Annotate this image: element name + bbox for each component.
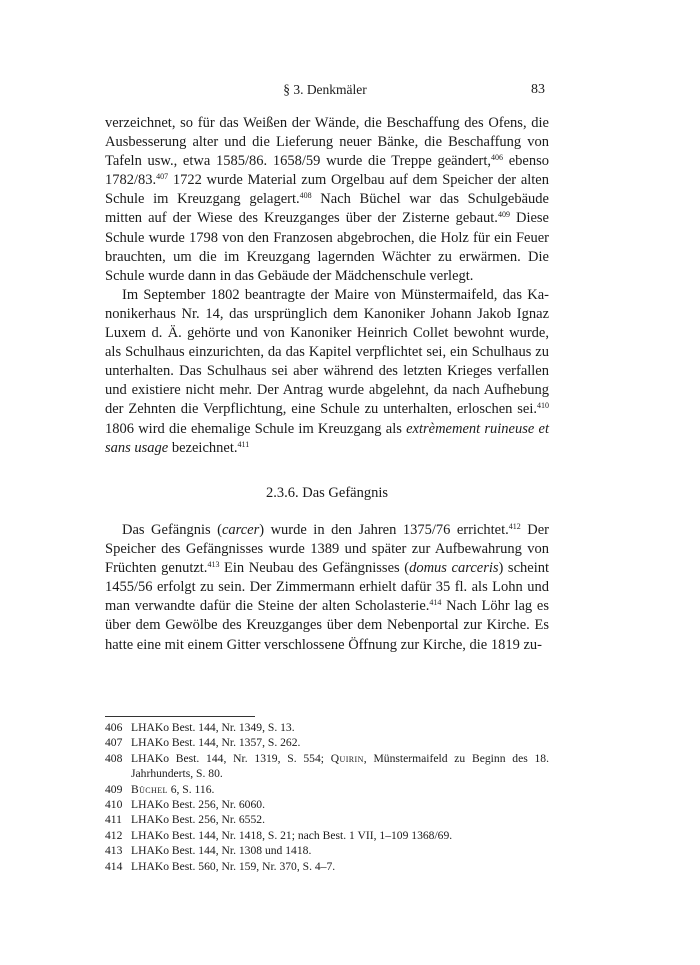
footnote-number: 409 [105, 782, 123, 796]
footnote-ref: 408 [299, 191, 312, 201]
text-run: ) wurde in den Jahren 1375/76 errichtet. [259, 522, 509, 538]
body-text-block [105, 521, 549, 655]
author-name: Büchel [131, 782, 168, 796]
paragraph [105, 114, 549, 286]
footnote-text [131, 751, 549, 782]
text-run: Das Gefängnis ( [122, 522, 222, 538]
footnote-ref: 413 [207, 560, 220, 570]
footnote-number: 411 [105, 813, 122, 827]
footnote-text: LHAKo Best. 256, Nr. 6552. [131, 813, 265, 827]
text-run: Nach Löhr lag es über dem Gewölbe des Kreuzganges über dem Nebenportal zur Kirche. Es hatte eine mit einem Gitter verschlossene Öffnung zur Kirche, die 1819 zu- [105, 598, 549, 653]
text-run: bezeichnet. [168, 439, 238, 456]
text-run: Nach Büchel war das Schulgebäude mitten auf der Wiese des Kreuzganges über der Zisterne gebaut. [105, 191, 549, 227]
text-run: 6, S. 116. [167, 782, 215, 796]
footnote-number: 406 [105, 721, 123, 734]
footnote-number: 413 [105, 844, 123, 858]
footnote [105, 797, 549, 812]
footnote [105, 735, 549, 750]
text-run: ) scheint 1455/56 erfolgt zu sein. Der Zimmermann erhielt dafür 35 fl. als Lohn und man verwandte dafür die Steine der alten Scholasterie. [105, 560, 550, 615]
footnote [105, 859, 549, 874]
footnote-ref: 409 [497, 210, 510, 220]
footnote-number: 414 [105, 859, 123, 873]
italic-phrase: domus carceris [409, 560, 499, 577]
body-text-block [105, 114, 549, 458]
text-run: , Münstermaifeld zu Beginn des 18. Jahrhunderts, S. 80. [131, 751, 549, 781]
footnote [105, 751, 549, 782]
text-run: Im September 1802 beantragte der Maire von Münstermaifeld, das Kanonikerhaus Nr. 14, das ursprünglich dem Kanoniker Johann Jakob Ignaz Luxem d. Ä. gehörte und von Kanoniker Heinrich Collet bewohnt wurde, als Schulhaus einzurichten, da das Kapitel verpflichtet sei, ein Schulhaus zu unterhalten. Das Schulhaus sei aber während des letzten Krieges verfallen und existiere nicht mehr. Der Antrag wurde abgelehnt, da nach Aufhebung der Zehnten die Verpflichtung, eine Schule zu unterhalten, erloschen sei. [105, 286, 549, 418]
section-heading: 2.3.6. Das Gefängnis [265, 485, 389, 501]
footnote [105, 828, 549, 843]
text-run: Der Speicher des Gefängnisses wurde 1389 und später zur Aufbewahrung von Früchten genutzt. [105, 522, 549, 577]
text-run: 1722 wurde Material zum Orgelbau auf dem Speicher der alten Schule im Kreuzgang gelagert. [105, 172, 549, 208]
footnote-text: LHAKo Best. 144, Nr. 1418, S. 21; nach Best. 1 VII, 1–109 1368/69. [131, 828, 453, 842]
text-run: Ein Neubau des Gefängnisses ( [219, 560, 410, 577]
footnote-number: 412 [105, 828, 123, 842]
footnote-divider [105, 716, 255, 717]
footnote-ref: 406 [491, 153, 504, 163]
paragraph [105, 521, 549, 655]
text-run: LHAKo Best. 144, Nr. 1319, S. 554; [131, 751, 331, 765]
footnote [105, 782, 549, 797]
italic-phrase: carcer [221, 522, 260, 538]
footnote-text: LHAKo Best. 144, Nr. 1308 und 1418. [131, 844, 312, 858]
text-run: Diese Schule wurde 1798 von den Franzosen abgebrochen, die Holz für ein Feuer brauchten, um die im Kreuzgang lagernden Wächter zu erwärmen. Die Schule wurde dann in das Gebäude der Mädchenschule verlegt. [105, 210, 549, 284]
footnote-ref: 411 [237, 439, 250, 449]
page-number: 83 [531, 82, 545, 97]
text-run: ebenso 1782/83. [105, 153, 550, 189]
footnote-text: LHAKo Best. 256, Nr. 6060. [131, 798, 265, 812]
footnote-ref: 407 [156, 172, 169, 182]
footnote-text: LHAKo Best. 144, Nr. 1357, S. 262. [131, 736, 301, 750]
footnote-number: 407 [105, 736, 123, 750]
footnote-ref: 412 [508, 522, 521, 531]
text-run: verzeichnet, so für das Weißen der Wände, die Beschaffung des Ofens, die Ausbesserung alter und die Lieferung neuer Bänke, die Beschaffung von Tafeln usw., etwa 1585/86. 1658/59 wurde die Treppe geändert, [105, 115, 549, 170]
footnote-text [131, 782, 549, 797]
footnote-number: 408 [105, 751, 123, 765]
footnote-number: 410 [105, 798, 123, 812]
text-run: 1806 wird die ehemalige Schule im Kreuzgang als [105, 420, 407, 437]
footnote-text: LHAKo Best. 144, Nr. 1349, S. 13. [131, 721, 295, 734]
footnote-text: LHAKo Best. 560, Nr. 159, Nr. 370, S. 4–7. [131, 859, 336, 873]
running-title: § 3. Denkmäler [283, 82, 367, 97]
footnote [105, 843, 549, 858]
footnote [105, 812, 549, 827]
author-name: Quirin [330, 751, 364, 765]
footnote-ref: 410 [537, 401, 549, 411]
footnote [105, 720, 549, 735]
footnote-ref: 414 [429, 598, 442, 608]
paragraph [105, 286, 549, 458]
footnotes [105, 720, 549, 874]
italic-phrase: extrèmement ruineuse et sans usage [105, 420, 549, 456]
running-head [105, 82, 545, 102]
